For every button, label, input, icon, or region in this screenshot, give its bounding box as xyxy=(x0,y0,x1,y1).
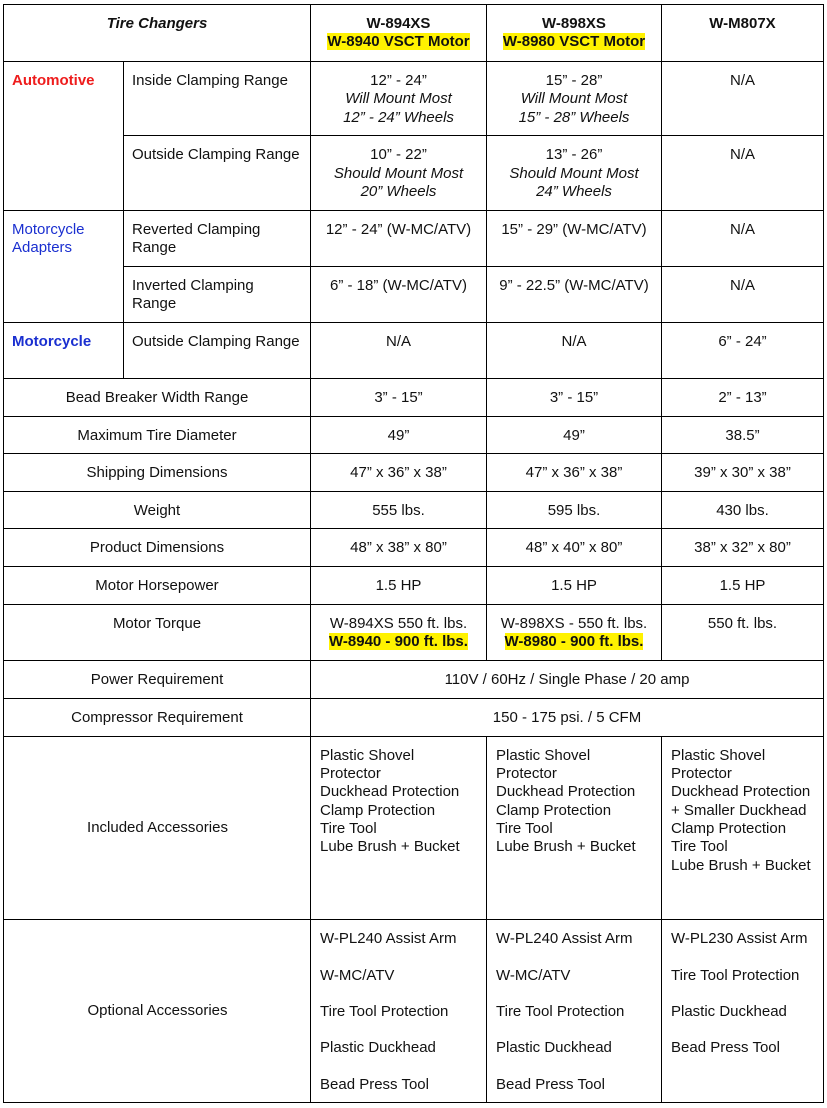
range-note: 12” - 24” Wheels xyxy=(343,108,454,126)
list-item: Lube Brush + Bucket xyxy=(320,838,460,856)
table-row xyxy=(4,736,824,920)
cell: 49” xyxy=(311,417,487,454)
cell: 1.5 HP xyxy=(487,567,662,604)
model-name: W-894XS xyxy=(366,15,431,32)
row-label: Outside Clamping Range xyxy=(124,136,311,210)
group-label: Automotive xyxy=(12,72,95,90)
accessory-list xyxy=(311,736,487,920)
group-motorcycle-adapters xyxy=(4,210,124,322)
list-item: Bead Press Tool xyxy=(671,1039,780,1057)
table-row xyxy=(4,378,824,416)
list-item: Plastic Shovel Protector xyxy=(320,746,415,783)
model-name: W-898XS xyxy=(542,15,606,32)
group-motorcycle xyxy=(4,322,124,378)
table-row xyxy=(4,210,824,266)
list-item: W-PL240 Assist Arm xyxy=(496,930,633,948)
list-item: Plastic Duckhead xyxy=(320,1039,436,1057)
cell xyxy=(487,62,662,136)
table-row xyxy=(4,492,824,529)
table-row xyxy=(4,62,824,136)
list-item: W-PL240 Assist Arm xyxy=(320,930,457,948)
list-item: Lube Brush + Bucket xyxy=(671,856,811,874)
list-item: Duckhead Protection xyxy=(496,783,636,801)
model-header-3: W-M807X xyxy=(662,5,824,62)
range-note: Will Mount Most xyxy=(520,90,628,108)
group-label: Motorcycle Adapters xyxy=(12,220,85,256)
cell xyxy=(487,604,662,660)
list-item: Tire Tool xyxy=(496,820,553,838)
cell xyxy=(311,604,487,660)
row-label: Motor Horsepower xyxy=(4,567,311,604)
list-item: Plastic Duckhead xyxy=(496,1039,612,1057)
row-label: Motor Torque xyxy=(4,604,311,660)
merged-cell: 150 - 175 psi. / 5 CFM xyxy=(311,698,824,736)
list-item: Tire Tool xyxy=(671,838,728,856)
list-item: W-MC/ATV xyxy=(320,966,395,984)
model-header-1 xyxy=(311,5,487,62)
list-item: Plastic Shovel Protector xyxy=(496,746,591,783)
motor-highlight: W-8940 VSCT Motor xyxy=(327,33,470,51)
cell: N/A xyxy=(662,266,824,322)
row-label: Reverted Clamping Range xyxy=(124,210,311,266)
row-label: Optional Accessories xyxy=(4,920,311,1103)
cell: 49” xyxy=(487,417,662,454)
table-row xyxy=(4,136,824,210)
motor-highlight: W-8980 VSCT Motor xyxy=(502,33,646,51)
range-note: 20” Wheels xyxy=(360,182,437,200)
cell: 48” x 40” x 80” xyxy=(487,529,662,567)
list-item: W-PL230 Assist Arm xyxy=(671,930,808,948)
table-row xyxy=(4,567,824,604)
list-item: Plastic Duckhead xyxy=(671,1002,787,1020)
torque-line: W-894XS 550 ft. lbs. xyxy=(329,614,468,632)
cell: 3” - 15” xyxy=(311,378,487,416)
cell: N/A xyxy=(662,210,824,266)
header-row xyxy=(4,5,824,62)
list-item: W-MC/ATV xyxy=(496,966,571,984)
cell: 9” - 22.5” (W-MC/ATV) xyxy=(487,266,662,322)
row-label: Product Dimensions xyxy=(4,529,311,567)
list-item: Tire Tool Protection xyxy=(671,966,800,984)
group-automotive xyxy=(4,62,124,210)
cell xyxy=(311,62,487,136)
merged-cell: 110V / 60Hz / Single Phase / 20 amp xyxy=(311,660,824,698)
cell xyxy=(487,136,662,210)
list-item: Duckhead Protection + Smaller Duckhead xyxy=(671,783,811,819)
model-header-2 xyxy=(487,5,662,62)
cell: 555 lbs. xyxy=(311,492,487,529)
row-label: Power Requirement xyxy=(4,660,311,698)
cell: 12” - 24” (W-MC/ATV) xyxy=(311,210,487,266)
row-label: Compressor Requirement xyxy=(4,698,311,736)
list-item: Clamp Protection xyxy=(496,801,612,819)
torque-line: W-898XS - 550 ft. lbs. xyxy=(500,614,648,632)
table-row xyxy=(4,454,824,492)
cell: 6” - 18” (W-MC/ATV) xyxy=(311,266,487,322)
table-row xyxy=(4,604,824,660)
table-row xyxy=(4,417,824,454)
table-row xyxy=(4,920,824,1103)
list-item: Lube Brush + Bucket xyxy=(496,838,636,856)
cell: 15” - 29” (W-MC/ATV) xyxy=(487,210,662,266)
row-label: Bead Breaker Width Range xyxy=(4,378,311,416)
list-item: Tire Tool xyxy=(320,820,377,838)
row-label: Inverted Clamping Range xyxy=(124,266,311,322)
range-value: 13” - 26” xyxy=(545,146,603,164)
cell: N/A xyxy=(311,322,487,378)
cell: N/A xyxy=(662,136,824,210)
list-item: Clamp Protection xyxy=(320,801,436,819)
torque-highlight: W-8940 - 900 ft. lbs. xyxy=(329,632,468,650)
range-note: Should Mount Most xyxy=(509,164,639,182)
range-value: 15” - 28” xyxy=(545,72,603,90)
cell: 38” x 32” x 80” xyxy=(662,529,824,567)
cell: 2” - 13” xyxy=(662,378,824,416)
range-note: 15” - 28” Wheels xyxy=(518,108,630,126)
range-note: 24” Wheels xyxy=(536,182,612,200)
accessory-list xyxy=(662,736,824,920)
cell: N/A xyxy=(487,322,662,378)
cell: 595 lbs. xyxy=(487,492,662,529)
cell: 39” x 30” x 38” xyxy=(662,454,824,492)
cell: 48” x 38” x 80” xyxy=(311,529,487,567)
row-label: Inside Clamping Range xyxy=(124,62,311,136)
cell: 3” - 15” xyxy=(487,378,662,416)
cell xyxy=(311,136,487,210)
cell: 6” - 24” xyxy=(662,322,824,378)
row-label: Weight xyxy=(4,492,311,529)
list-item: Duckhead Protection xyxy=(320,783,460,801)
accessory-list xyxy=(662,920,824,1103)
table-row xyxy=(4,698,824,736)
accessory-list xyxy=(487,736,662,920)
cell: 47” x 36” x 38” xyxy=(311,454,487,492)
accessory-list xyxy=(311,920,487,1103)
row-label: Included Accessories xyxy=(4,736,311,920)
spec-table xyxy=(3,4,824,1103)
cell: 1.5 HP xyxy=(311,567,487,604)
list-item: Bead Press Tool xyxy=(320,1075,429,1093)
list-item: Clamp Protection xyxy=(671,820,787,838)
cell: 47” x 36” x 38” xyxy=(487,454,662,492)
list-item: Plastic Shovel Protector xyxy=(671,746,766,783)
list-item: Tire Tool Protection xyxy=(496,1002,625,1020)
range-value: 10” - 22” xyxy=(370,146,427,164)
range-value: 12” - 24” xyxy=(370,72,427,90)
cell: 550 ft. lbs. xyxy=(662,604,824,660)
table-title: Tire Changers xyxy=(4,5,311,62)
list-item: Tire Tool Protection xyxy=(320,1002,449,1020)
list-item: Bead Press Tool xyxy=(496,1075,605,1093)
range-note: Should Mount Most xyxy=(333,164,464,182)
range-note: Will Mount Most xyxy=(345,90,452,108)
table-row xyxy=(4,322,824,378)
table-row xyxy=(4,660,824,698)
torque-highlight: W-8980 - 900 ft. lbs. xyxy=(504,632,644,650)
row-label: Maximum Tire Diameter xyxy=(4,417,311,454)
cell: 430 lbs. xyxy=(662,492,824,529)
row-label: Shipping Dimensions xyxy=(4,454,311,492)
table-row xyxy=(4,529,824,567)
table-row xyxy=(4,266,824,322)
row-label: Outside Clamping Range xyxy=(124,322,311,378)
accessory-list xyxy=(487,920,662,1103)
cell: N/A xyxy=(662,62,824,136)
group-label: Motorcycle xyxy=(12,332,92,350)
cell: 38.5” xyxy=(662,417,824,454)
cell: 1.5 HP xyxy=(662,567,824,604)
